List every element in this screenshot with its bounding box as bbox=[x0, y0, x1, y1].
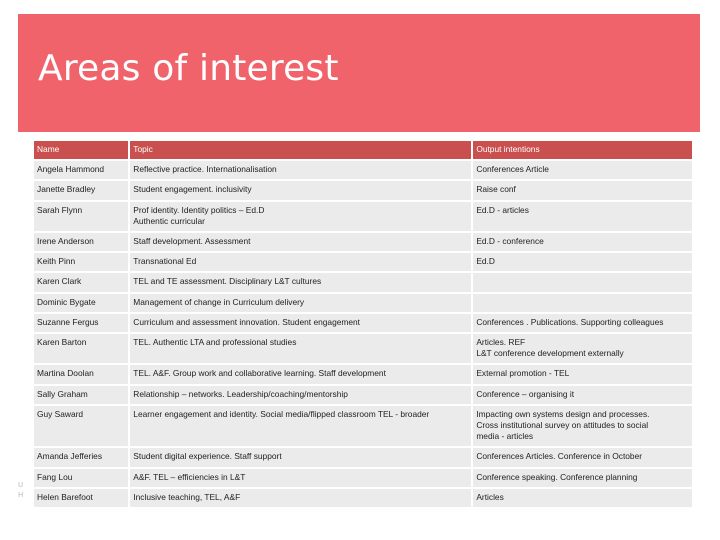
output-line: Ed.D - articles bbox=[476, 204, 529, 215]
cell-topic bbox=[130, 161, 471, 179]
cell-name: Dominic Bygate bbox=[34, 294, 128, 312]
cell-topic bbox=[130, 489, 471, 507]
cell-name: Suzanne Fergus bbox=[34, 314, 128, 332]
cell-output bbox=[473, 314, 692, 332]
cell-topic bbox=[130, 406, 471, 447]
cell-output bbox=[473, 273, 692, 291]
cell-topic bbox=[130, 386, 471, 404]
cell-name: Sally Graham bbox=[34, 386, 128, 404]
cell-output bbox=[473, 161, 692, 179]
cell-name: Janette Bradley bbox=[34, 181, 128, 199]
cell-output bbox=[473, 365, 692, 383]
header-name: Name bbox=[34, 141, 128, 159]
cell-topic bbox=[130, 294, 471, 312]
cell-output bbox=[473, 233, 692, 251]
output-line: L&T conference development externally bbox=[476, 348, 624, 359]
topic-line: TEL and TE assessment. Disciplinary L&T cultures bbox=[133, 276, 322, 287]
cell-output bbox=[473, 489, 692, 507]
table-row bbox=[34, 233, 692, 251]
cell-output bbox=[473, 334, 692, 363]
topic-line: Authentic curricular bbox=[133, 215, 205, 226]
output-line: Articles. REF bbox=[476, 337, 526, 348]
output-line: Articles bbox=[476, 491, 504, 502]
output-line: media - articles bbox=[476, 431, 534, 442]
table-row bbox=[34, 253, 692, 271]
topic-line: Student digital experience. Staff support bbox=[133, 451, 282, 462]
cell-output bbox=[473, 253, 692, 271]
cell-output bbox=[473, 469, 692, 487]
cell-name: Helen Barefoot bbox=[34, 489, 128, 507]
cell-topic bbox=[130, 365, 471, 383]
cell-topic bbox=[130, 273, 471, 291]
header-output: Output intentions bbox=[473, 141, 692, 159]
table-row bbox=[34, 273, 692, 291]
table-row bbox=[34, 489, 692, 507]
cell-name: Fang Lou bbox=[34, 469, 128, 487]
topic-line: Transnational Ed bbox=[133, 256, 197, 267]
table-row bbox=[34, 386, 692, 404]
table-row bbox=[34, 448, 692, 466]
slide-title: Areas of interest bbox=[38, 48, 339, 89]
cell-output bbox=[473, 181, 692, 199]
table-row bbox=[34, 181, 692, 199]
cell-output bbox=[473, 202, 692, 231]
cell-name: Guy Saward bbox=[34, 406, 128, 447]
topic-line: Student engagement. inclusivity bbox=[133, 184, 252, 195]
topic-line: Management of change in Curriculum delivery bbox=[133, 296, 305, 307]
output-line: Raise conf bbox=[476, 184, 516, 195]
table-row bbox=[34, 469, 692, 487]
cell-topic bbox=[130, 233, 471, 251]
topic-line: Inclusive teaching, TEL, A&F bbox=[133, 491, 241, 502]
left-margin-strip bbox=[18, 132, 32, 518]
output-line: Ed.D - conference bbox=[476, 236, 544, 247]
table-row bbox=[34, 365, 692, 383]
output-line: Conferences . Publications. Supporting colleagues bbox=[476, 316, 664, 327]
cell-topic bbox=[130, 334, 471, 363]
topic-line: TEL. A&F. Group work and collaborative learning. Staff development bbox=[133, 368, 386, 379]
cell-topic bbox=[130, 448, 471, 466]
cell-name: Martina Doolan bbox=[34, 365, 128, 383]
cell-name: Amanda Jefferies bbox=[34, 448, 128, 466]
cell-topic bbox=[130, 314, 471, 332]
output-line: Ed.D bbox=[476, 256, 495, 267]
cell-output bbox=[473, 448, 692, 466]
cell-output bbox=[473, 406, 692, 447]
title-banner bbox=[18, 14, 700, 132]
topic-line: Prof identity. Identity politics – Ed.D bbox=[133, 204, 265, 215]
table-row bbox=[34, 202, 692, 231]
output-line: Conferences Article bbox=[476, 164, 549, 175]
cell-name: Karen Clark bbox=[34, 273, 128, 291]
header-topic: Topic bbox=[130, 141, 471, 159]
cell-name: Sarah Flynn bbox=[34, 202, 128, 231]
cell-name: Karen Barton bbox=[34, 334, 128, 363]
topic-line: Relationship – networks. Leadership/coaching/mentorship bbox=[133, 388, 348, 399]
cell-topic bbox=[130, 181, 471, 199]
corner-logo-fragment: U H bbox=[18, 481, 24, 499]
topic-line: Curriculum and assessment innovation. Student engagement bbox=[133, 316, 361, 327]
topic-line: TEL. Authentic LTA and professional studies bbox=[133, 337, 297, 348]
table-row bbox=[34, 334, 692, 363]
topic-line: Staff development. Assessment bbox=[133, 236, 251, 247]
cell-topic bbox=[130, 469, 471, 487]
cell-name: Angela Hammond bbox=[34, 161, 128, 179]
output-line: Conference – organising it bbox=[476, 388, 575, 399]
table-row bbox=[34, 161, 692, 179]
table-row bbox=[34, 406, 692, 447]
cell-output bbox=[473, 294, 692, 312]
table-row bbox=[34, 294, 692, 312]
topic-line: Learner engagement and identity. Social media/flipped classroom TEL - broader bbox=[133, 408, 430, 419]
output-line: Cross institutional survey on attitudes to social bbox=[476, 420, 649, 431]
cell-topic bbox=[130, 253, 471, 271]
cell-name: Keith Pinn bbox=[34, 253, 128, 271]
topic-line: Reflective practice. Internationalisation bbox=[133, 164, 277, 175]
output-line: Conference speaking. Conference planning bbox=[476, 471, 638, 482]
interests-table bbox=[32, 139, 694, 509]
output-line: External promotion - TEL bbox=[476, 368, 570, 379]
cell-topic bbox=[130, 202, 471, 231]
cell-output bbox=[473, 386, 692, 404]
table-header-row bbox=[34, 141, 692, 159]
cell-name: Irene Anderson bbox=[34, 233, 128, 251]
output-line: Impacting own systems design and processes. bbox=[476, 408, 650, 419]
output-line: Conferences Articles. Conference in October bbox=[476, 451, 643, 462]
topic-line: A&F. TEL – efficiencies in L&T bbox=[133, 471, 246, 482]
table-row bbox=[34, 314, 692, 332]
